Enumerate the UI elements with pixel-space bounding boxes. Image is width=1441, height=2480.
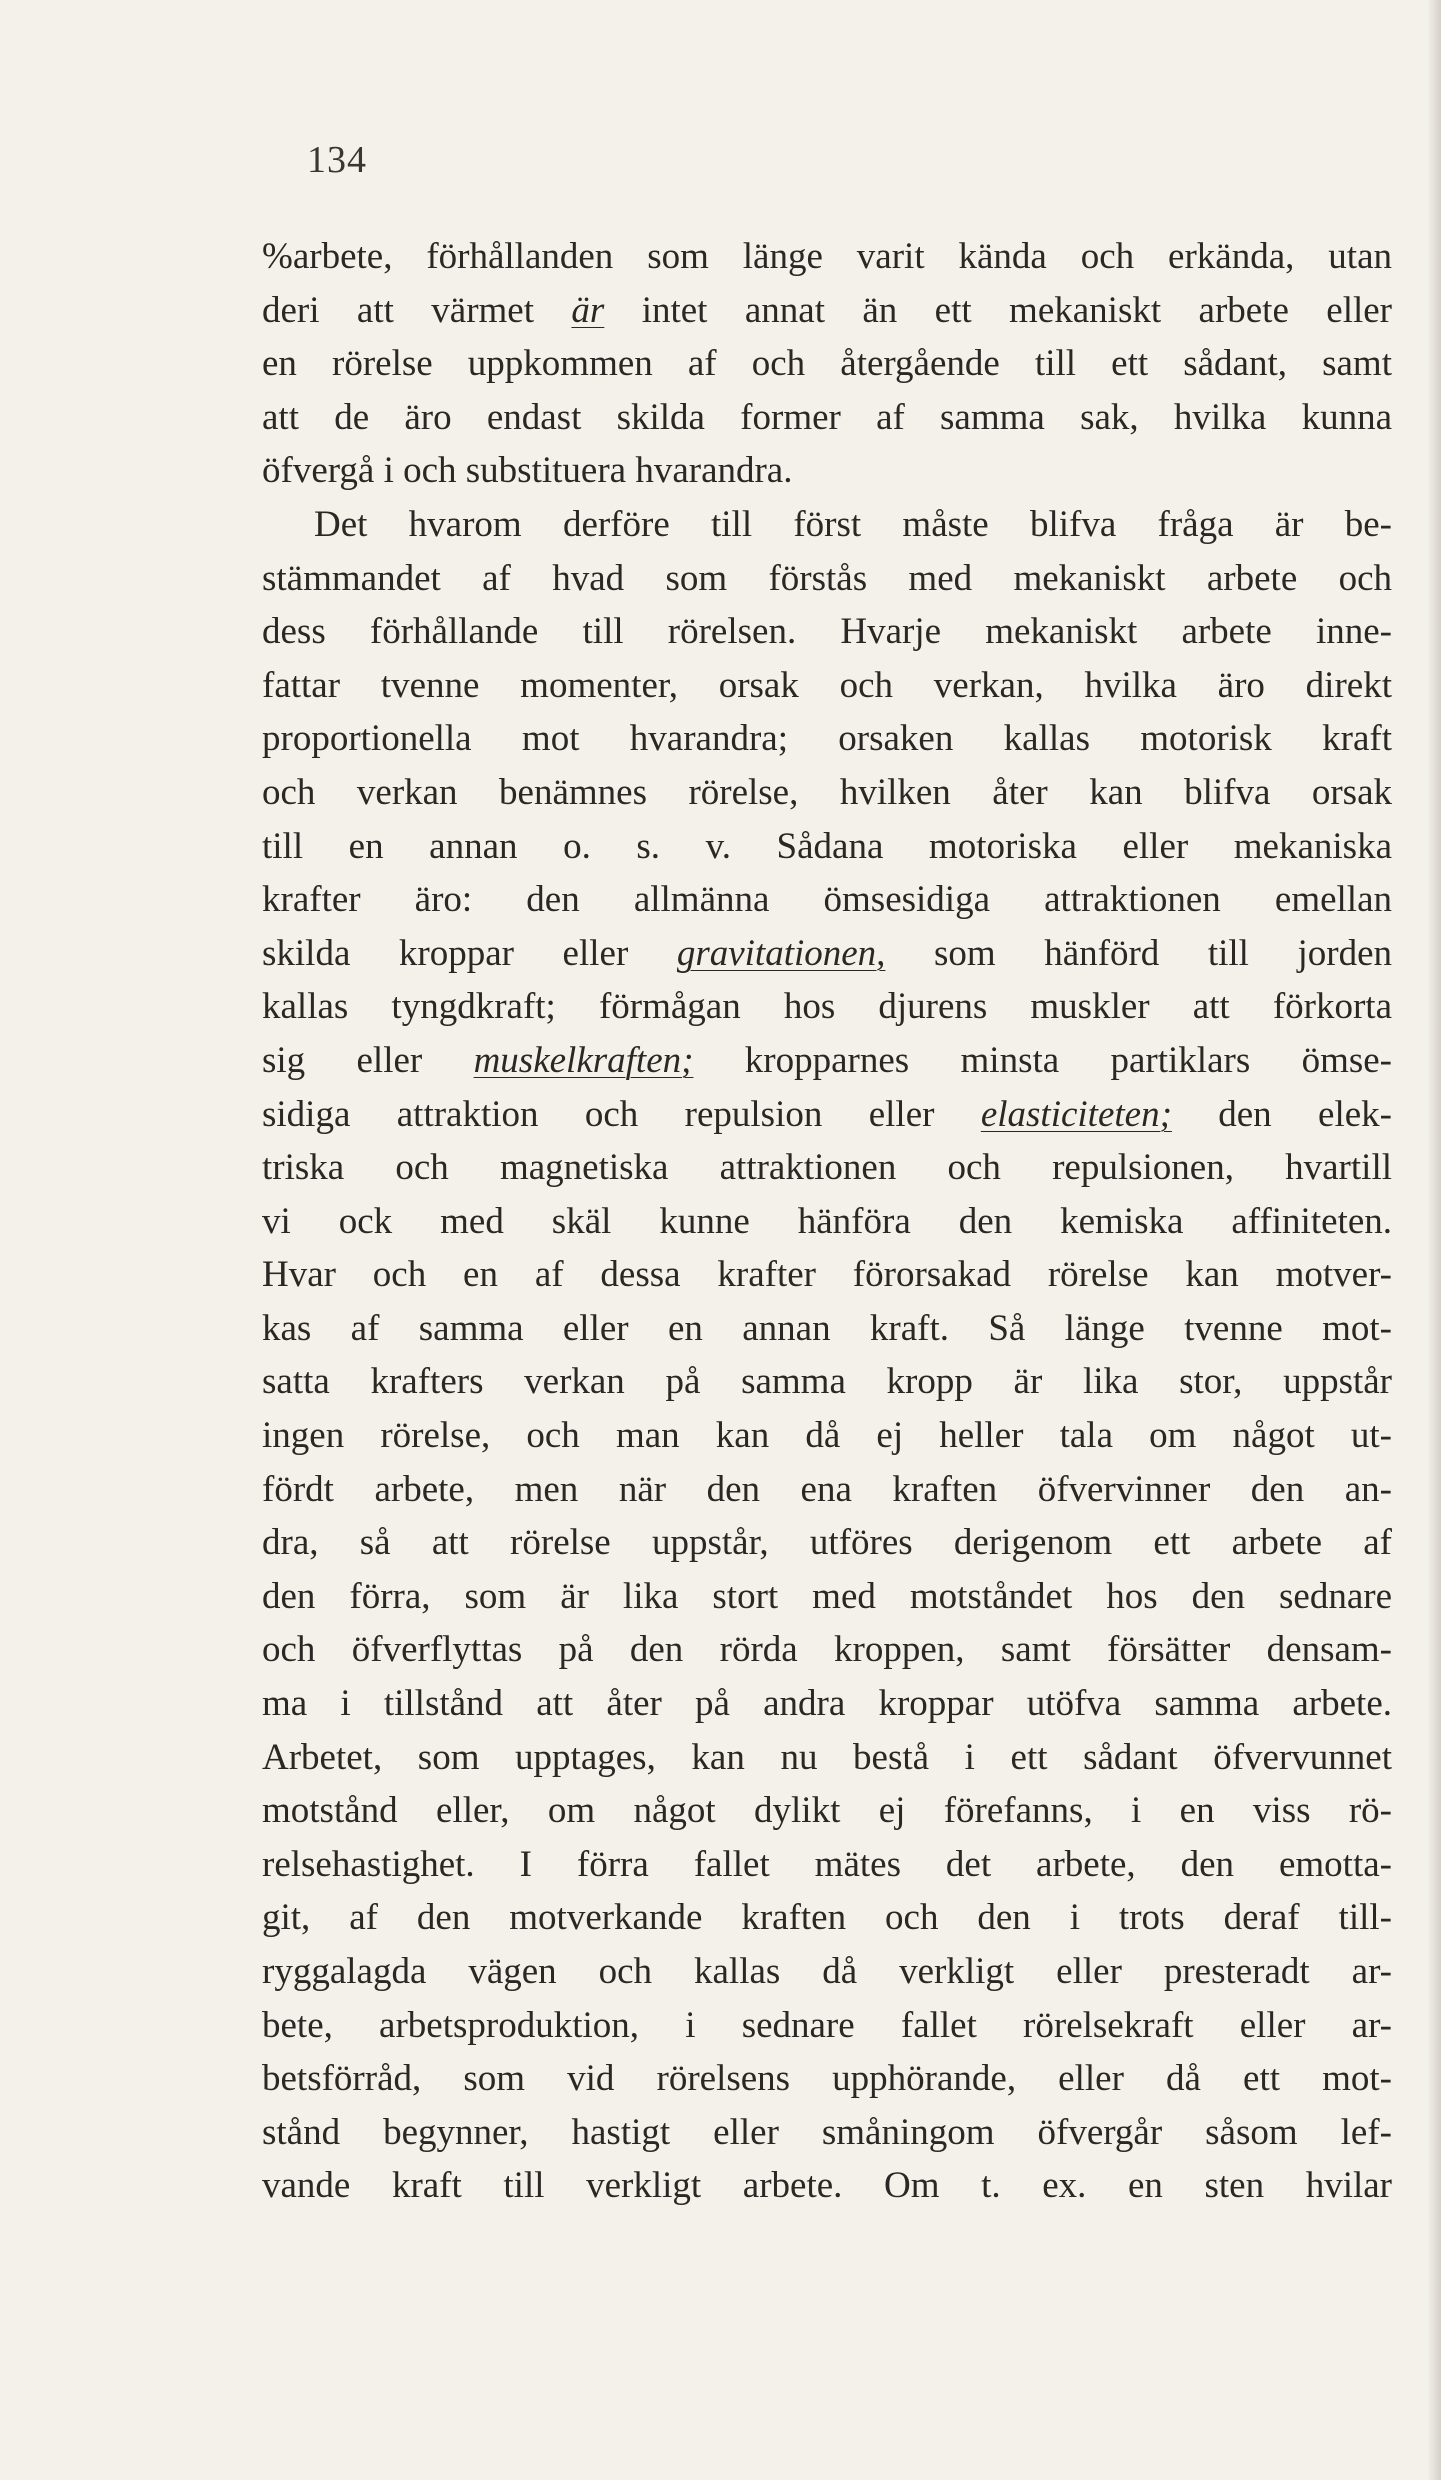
text-span: intet annat än ett mekaniskt arbete eller [604, 289, 1393, 331]
text-span: deri att värmet [262, 289, 572, 331]
text-span: kas af samma eller en annan kraft. Så länge tvenne mot- [262, 1307, 1392, 1349]
text-span: en rörelse uppkommen af och återgående till ett sådant, samt [262, 343, 1392, 385]
text-line [262, 1784, 1392, 1838]
text-span: relsehastighet. I förra fallet mätes det arbete, den emotta- [262, 1843, 1392, 1885]
text-span: motstånd eller, om något dylikt ej förefanns, i en viss rö- [262, 1790, 1392, 1832]
text-span: git, af den motverkande kraften och den i trots deraf till- [262, 1897, 1392, 1939]
text-line [262, 820, 1392, 874]
text-line [262, 552, 1392, 606]
text-span: dra, så att rörelse uppstår, utföres derigenom ett arbete af [262, 1522, 1392, 1564]
text-span: och öfverflyttas på den rörda kroppen, samt försätter densam- [262, 1629, 1392, 1671]
text-span: kallas tyngdkraft; förmågan hos djurens muskler att förkorta [262, 986, 1392, 1028]
text-line [262, 873, 1392, 927]
text-line [262, 1034, 1392, 1088]
text-span: och verkan benämnes rörelse, hvilken åter kan blifva orsak [262, 771, 1392, 813]
body-text [262, 230, 1392, 2213]
text-line [262, 1891, 1392, 1945]
text-line [262, 1195, 1392, 1249]
text-span: som hänförd till jorden [885, 932, 1393, 974]
text-line [262, 2052, 1392, 2106]
text-line [262, 927, 1392, 981]
text-line [262, 444, 1392, 498]
text-span: fördt arbete, men när den ena kraften öfvervinner den an- [262, 1468, 1392, 1510]
text-line [262, 659, 1392, 713]
text-span: ryggalagda vägen och kallas då verkligt eller presteradt ar- [262, 1951, 1392, 1992]
text-line [262, 605, 1392, 659]
text-span: vi ock med skäl kunne hänföra den kemiska affiniteten. [262, 1200, 1392, 1242]
text-line [262, 1623, 1392, 1677]
text-span: den förra, som är lika stort med motståndet hos den sednare [262, 1575, 1392, 1617]
text-line [262, 1302, 1392, 1356]
emphasized-term: är [571, 289, 605, 331]
text-line [262, 1731, 1392, 1785]
text-line [262, 766, 1392, 820]
text-line [262, 1409, 1392, 1463]
text-span: triska och magnetiska attraktionen och repulsionen, hvartill [262, 1147, 1392, 1189]
text-span: %arbete, förhållanden som länge varit kända och erkända, utan [262, 236, 1392, 277]
emphasized-term: muskelkraften; [473, 1039, 694, 1081]
page-edge-shadow [1427, 0, 1441, 2480]
text-line [262, 284, 1392, 338]
text-span: öfvergå i och substituera hvarandra. [262, 450, 793, 492]
text-span: stånd begynner, hastigt eller småningom öfvergår såsom lef- [262, 2111, 1392, 2153]
text-span: betsförråd, som vid rörelsens upphörande, eller då ett mot- [262, 2058, 1392, 2100]
text-line [262, 980, 1392, 1034]
text-span: till en annan o. s. v. Sådana motoriska eller mekaniska [262, 825, 1392, 867]
text-span: sidiga attraktion och repulsion eller [262, 1093, 981, 1135]
emphasized-term: elasticiteten; [980, 1093, 1172, 1135]
text-span: satta krafters verkan på samma kropp är lika stor, uppstår [262, 1361, 1392, 1403]
text-line [262, 1838, 1392, 1892]
text-line [262, 337, 1392, 391]
text-span: vande kraft till verkligt arbete. Om t. ex. en sten hvilar [262, 2165, 1392, 2207]
emphasized-term: gravitationen, [676, 932, 886, 974]
text-span: bete, arbetsproduktion, i sednare fallet rörelsekraft eller ar- [262, 2004, 1392, 2046]
text-span: dess förhållande till rörelsen. Hvarje mekaniskt arbete inne- [262, 611, 1392, 653]
text-line [262, 1570, 1392, 1624]
text-line [262, 391, 1392, 445]
text-line [262, 2106, 1392, 2160]
text-span: ma i tillstånd att åter på andra kroppar utöfva samma arbete. [262, 1683, 1392, 1725]
text-span: att de äro endast skilda former af samma sak, hvilka kunna [262, 396, 1392, 438]
text-line [262, 1677, 1392, 1731]
text-span: fattar tvenne momenter, orsak och verkan, hvilka äro direkt [262, 664, 1392, 706]
text-line [262, 1516, 1392, 1570]
text-span: skilda kroppar eller [262, 932, 677, 974]
text-line [262, 498, 1392, 552]
text-line [262, 230, 1392, 284]
text-line [262, 1248, 1392, 1302]
text-span: den elek- [1171, 1093, 1392, 1135]
text-line [262, 1355, 1392, 1409]
text-line [262, 1141, 1392, 1195]
text-line [262, 1999, 1392, 2053]
text-span: ingen rörelse, och man kan då ej heller tala om något ut- [262, 1415, 1392, 1457]
text-span: kropparnes minsta partiklars ömse- [693, 1039, 1392, 1081]
text-line [262, 1088, 1392, 1142]
text-span: Arbetet, som upptages, kan nu bestå i ett sådant öfvervunnet [262, 1736, 1392, 1778]
text-span: sig eller [262, 1039, 474, 1081]
text-span: stämmandet af hvad som förstås med mekaniskt arbete och [262, 557, 1392, 599]
text-line [262, 1945, 1392, 1999]
text-span: proportionella mot hvarandra; orsaken kallas motorisk kraft [262, 718, 1392, 760]
page-number: 134 [307, 139, 367, 181]
text-span: Det hvarom derföre till först måste blifva fråga är be- [314, 503, 1392, 545]
text-line [262, 2159, 1392, 2213]
text-span: krafter äro: den allmänna ömsesidiga attraktionen emellan [262, 879, 1392, 921]
text-span: Hvar och en af dessa krafter förorsakad rörelse kan motver- [262, 1254, 1392, 1296]
text-line [262, 712, 1392, 766]
text-line [262, 1463, 1392, 1517]
